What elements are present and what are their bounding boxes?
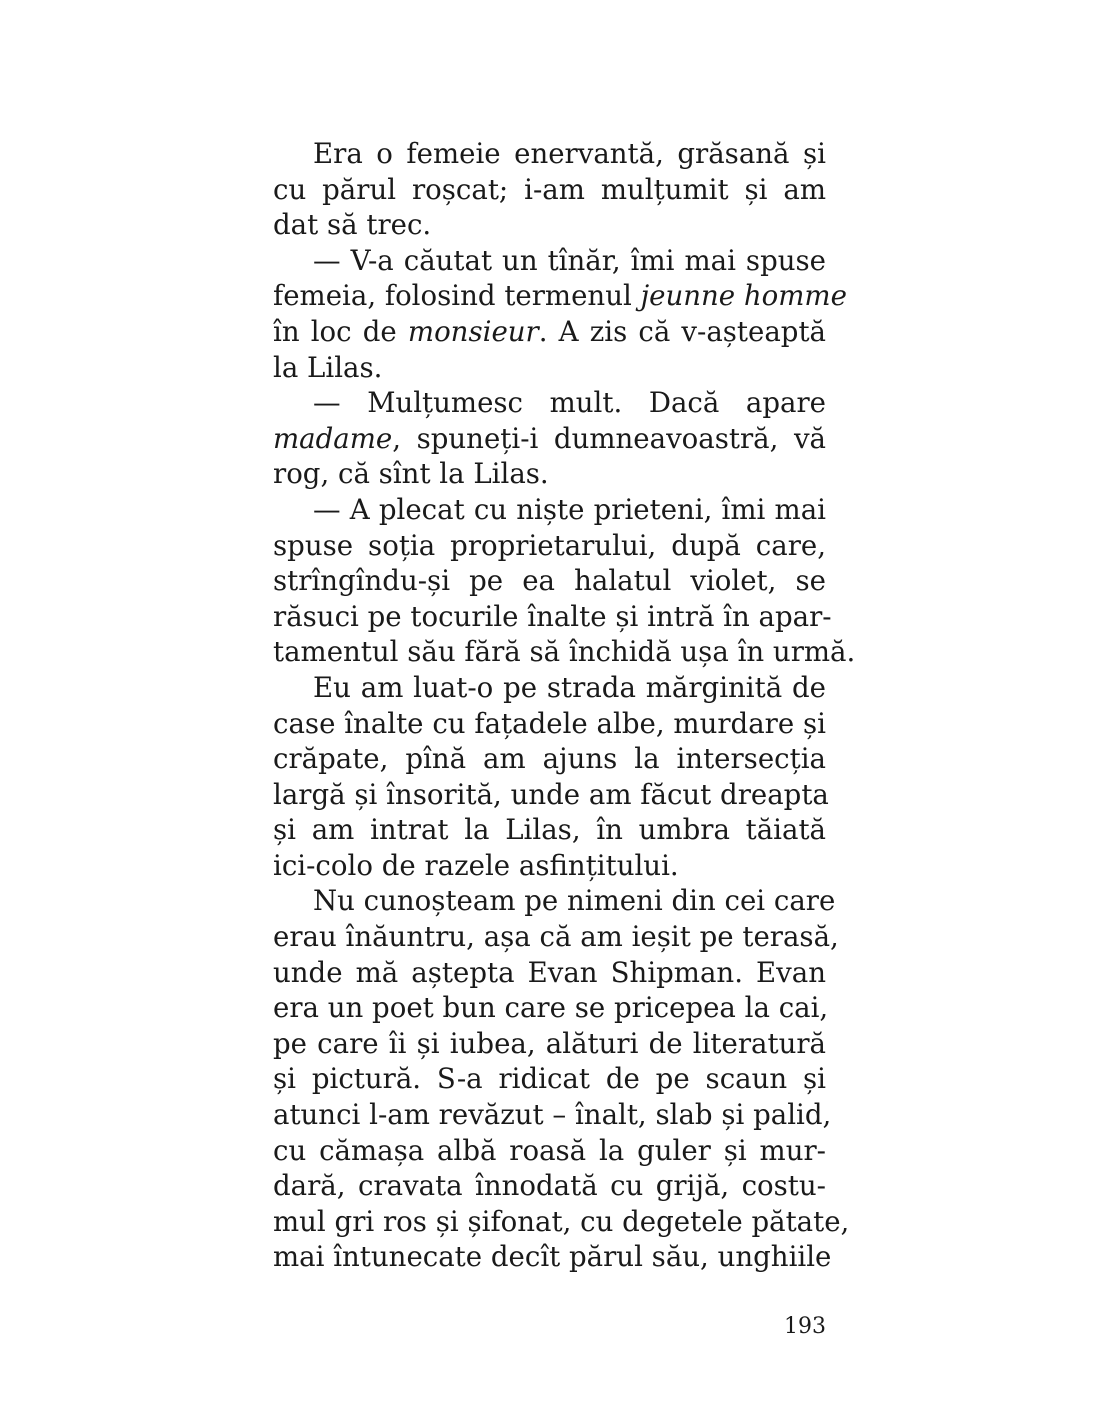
line-text: mul gri ros și șifonat, cu degetele pătate,	[273, 1204, 850, 1238]
line-text: spuse soția proprietarului, după care,	[273, 528, 826, 562]
page-number: 193	[784, 1314, 826, 1339]
text-line	[273, 955, 826, 991]
line-text: largă și însorită, unde am făcut dreapta	[273, 777, 829, 811]
text-line	[273, 777, 829, 813]
italic-text: madame	[273, 421, 393, 455]
line-text: cu părul roșcat; i-am mulțumit și am	[273, 172, 826, 206]
text-line	[273, 421, 826, 457]
line-text: Nu cunoșteam pe nimeni din cei care	[313, 884, 836, 918]
body-text	[273, 136, 856, 1275]
line-text: cu cămașa albă roasă la guler și mur-	[273, 1133, 826, 1167]
line-text: — V-a căutat un tînăr, îmi mai spuse	[313, 243, 826, 277]
text-line	[273, 812, 826, 848]
line-text: și am intrat la Lilas, în umbra tăiată	[273, 813, 826, 847]
text-line	[273, 919, 839, 955]
line-text: și pictură. S-a ridicat de pe scaun și	[273, 1062, 826, 1096]
line-text: dat să trec.	[273, 208, 432, 242]
line-text: — A plecat cu niște prieteni, îmi mai	[313, 492, 826, 526]
text-line	[273, 634, 856, 670]
line-text: tamentul său fără să închidă ușa în urmă.	[273, 635, 856, 669]
line-text: case înalte cu fațadele albe, murdare și	[273, 706, 826, 740]
text-line	[273, 528, 826, 564]
text-line	[273, 1097, 832, 1133]
text-line	[273, 243, 826, 279]
italic-text: jeunne homme	[640, 279, 847, 313]
text-line	[273, 492, 826, 528]
line-text: Eu am luat-o pe strada mărginită de	[313, 670, 826, 704]
text-line	[273, 456, 826, 492]
line-text: la Lilas.	[273, 350, 383, 384]
line-text: era un poet bun care se pricepea la cai,	[273, 991, 829, 1025]
text-line	[273, 136, 826, 172]
line-text: răsuci pe tocurile înalte și intră în apar-	[273, 599, 832, 633]
line-text: ici-colo de razele asfințitului.	[273, 848, 679, 882]
line-text: mai întunecate decît părul său, unghiile	[273, 1240, 832, 1274]
line-text: , spuneți-i dumneavoastră, vă	[392, 421, 826, 455]
text-line	[273, 1026, 826, 1062]
text-line	[273, 350, 826, 386]
text-line	[273, 1204, 850, 1240]
text-line	[273, 278, 847, 314]
text-line	[273, 207, 826, 243]
line-text: femeia, folosind termenul	[273, 279, 641, 313]
text-line	[273, 670, 826, 706]
text-line	[273, 563, 826, 599]
line-text: erau înăuntru, așa că am ieșit pe terasă,	[273, 920, 839, 954]
text-line	[273, 599, 832, 635]
line-text: pe care îi și iubea, alături de literatură	[273, 1026, 826, 1060]
line-text: . A zis că v-așteaptă	[538, 314, 827, 348]
line-text: Era o femeie enervantă, grăsană și	[313, 137, 826, 170]
text-line	[273, 1061, 826, 1097]
text-line	[273, 385, 826, 421]
text-line	[273, 883, 836, 919]
line-text: dară, cravata înnodată cu grijă, costu-	[273, 1169, 826, 1203]
text-line	[273, 1239, 832, 1275]
text-line	[273, 990, 829, 1026]
text-line	[273, 314, 826, 350]
line-text: unde mă aștepta Evan Shipman. Evan	[273, 955, 826, 989]
text-line	[273, 1133, 826, 1169]
line-text: atunci l-am revăzut – înalt, slab și palid,	[273, 1098, 832, 1132]
text-line	[273, 172, 826, 208]
line-text: crăpate, pînă am ajuns la intersecția	[273, 742, 826, 776]
line-text: — Mulțumesc mult. Dacă apare	[313, 386, 826, 420]
italic-text: monsieur	[407, 314, 539, 348]
line-text: strîngîndu-și pe ea halatul violet, se	[273, 564, 826, 598]
text-line	[273, 848, 826, 884]
line-text: în loc de	[273, 314, 408, 348]
text-line	[273, 741, 826, 777]
text-line	[273, 1168, 826, 1204]
text-line	[273, 706, 826, 742]
line-text: rog, că sînt la Lilas.	[273, 457, 549, 491]
